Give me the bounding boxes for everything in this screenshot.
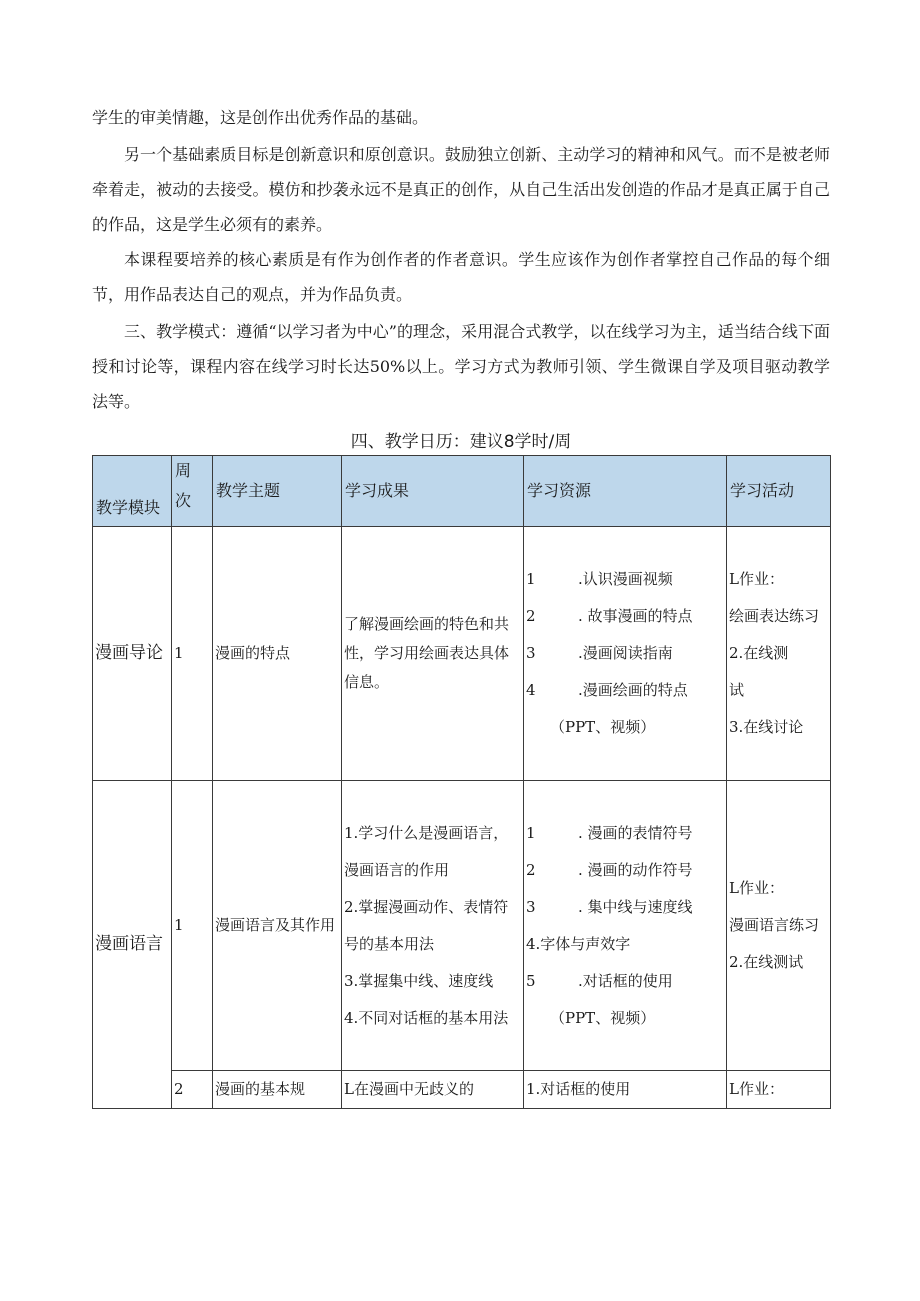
- row-module: 漫画语言: [93, 781, 172, 1109]
- header-week: [172, 456, 213, 527]
- row-week: 2: [172, 1071, 213, 1109]
- row-week: 1: [172, 527, 213, 781]
- table-row: [93, 1071, 831, 1109]
- row-resources: [524, 527, 727, 781]
- row-activities: L作业：: [727, 1071, 831, 1109]
- resource-line: 2 . 故事漫画的特点: [526, 607, 693, 625]
- resource-line: 4.字体与声效字: [526, 934, 631, 953]
- activity-line: 2.在线测试: [729, 953, 804, 971]
- row-resources: 1.对话框的使用: [524, 1071, 727, 1109]
- row-activities: [727, 781, 831, 1071]
- row-week: 1: [172, 781, 213, 1071]
- row-outcome: L在漫画中无歧义的: [342, 1071, 524, 1109]
- activity-line: L作业：: [729, 570, 784, 588]
- outcome-line: 4.不同对话框的基本用法: [344, 1008, 509, 1027]
- header-topic: 教学主题: [213, 456, 342, 527]
- outcome-line: 3.掌握集中线、速度线: [344, 971, 494, 990]
- row-outcome: [342, 527, 524, 781]
- row-activities: [727, 527, 831, 781]
- paragraph-teaching-mode: 三、教学模式：遵循“以学习者为中心”的理念，采用混合式教学，以在线学习为主，适当结合线下面授和讨论等，课程内容在线学习时长达50%以上。学习方式为教师引领、学生微课自学及项目驱动教学法等。: [92, 322, 830, 411]
- header-week-bottom: 次: [175, 491, 192, 510]
- outcome-line: 了解漫画绘画的特色和共性，学习用绘画表达具体信息。: [344, 615, 510, 691]
- paragraph-innovation: 另一个基础素质目标是创新意识和原创意识。鼓励独立创新、主动学习的精神和风气。而不是被老师牵着走，被动的去接受。模仿和抄袭永远不是真正的创作，从自己生活出发创造的作品才是真正属于自己的作品，这是学生必须有的素养。: [92, 145, 830, 234]
- resource-line: 1 .认识漫画视频: [526, 570, 673, 588]
- paragraph-continuation: 学生的审美情趣，这是创作出优秀作品的基础。: [92, 108, 429, 127]
- activity-line: 绘画表达练习: [729, 607, 820, 625]
- table-header-row: [93, 456, 831, 527]
- activity-line: 3.在线讨论: [729, 718, 804, 736]
- header-resource: 学习资源: [524, 456, 727, 527]
- activity-line: 试: [729, 681, 745, 699]
- row-module: 漫画导论: [93, 527, 172, 781]
- resource-line: 2 . 漫画的动作符号: [526, 860, 693, 879]
- resource-line: 5 .对话框的使用: [526, 971, 673, 990]
- row-topic: 漫画语言及其作用: [213, 781, 342, 1071]
- resource-line: 1 . 漫画的表情符号: [526, 823, 693, 842]
- activity-line: 漫画语言练习: [729, 916, 820, 934]
- row-outcome: [342, 781, 524, 1071]
- header-week-top: 周: [175, 461, 192, 480]
- resource-line: 3 .漫画阅读指南: [526, 644, 673, 662]
- resource-note: （PPT、视频）: [550, 1008, 656, 1027]
- resource-line: 3 . 集中线与速度线: [526, 897, 693, 916]
- resource-line: 4 .漫画绘画的特点: [526, 681, 688, 699]
- table-caption: 四、教学日历：建议8学时/周: [350, 432, 572, 452]
- table-row: [93, 781, 831, 1071]
- row-topic: 漫画的特点: [213, 527, 342, 781]
- row-resources: [524, 781, 727, 1071]
- paragraph-core-quality: 本课程要培养的核心素质是有作为创作者的作者意识。学生应该作为创作者掌控自己作品的每个细节，用作品表达自己的观点，并为作品负责。: [92, 250, 830, 304]
- table-row: [93, 527, 831, 781]
- header-module: 教学模块: [93, 456, 172, 527]
- activity-line: L作业：: [729, 879, 784, 897]
- teaching-calendar-table: [92, 455, 831, 1109]
- outcome-line: 1.学习什么是漫画语言，漫画语言的作用: [344, 823, 509, 879]
- header-outcome: 学习成果: [342, 456, 524, 527]
- outcome-line: 2.掌握漫画动作、表情符号的基本用法: [344, 897, 509, 953]
- header-activity: 学习活动: [727, 456, 831, 527]
- resource-note: （PPT、视频）: [550, 718, 656, 736]
- activity-line: 2.在线测: [729, 644, 789, 662]
- row-topic: 漫画的基本规: [213, 1071, 342, 1109]
